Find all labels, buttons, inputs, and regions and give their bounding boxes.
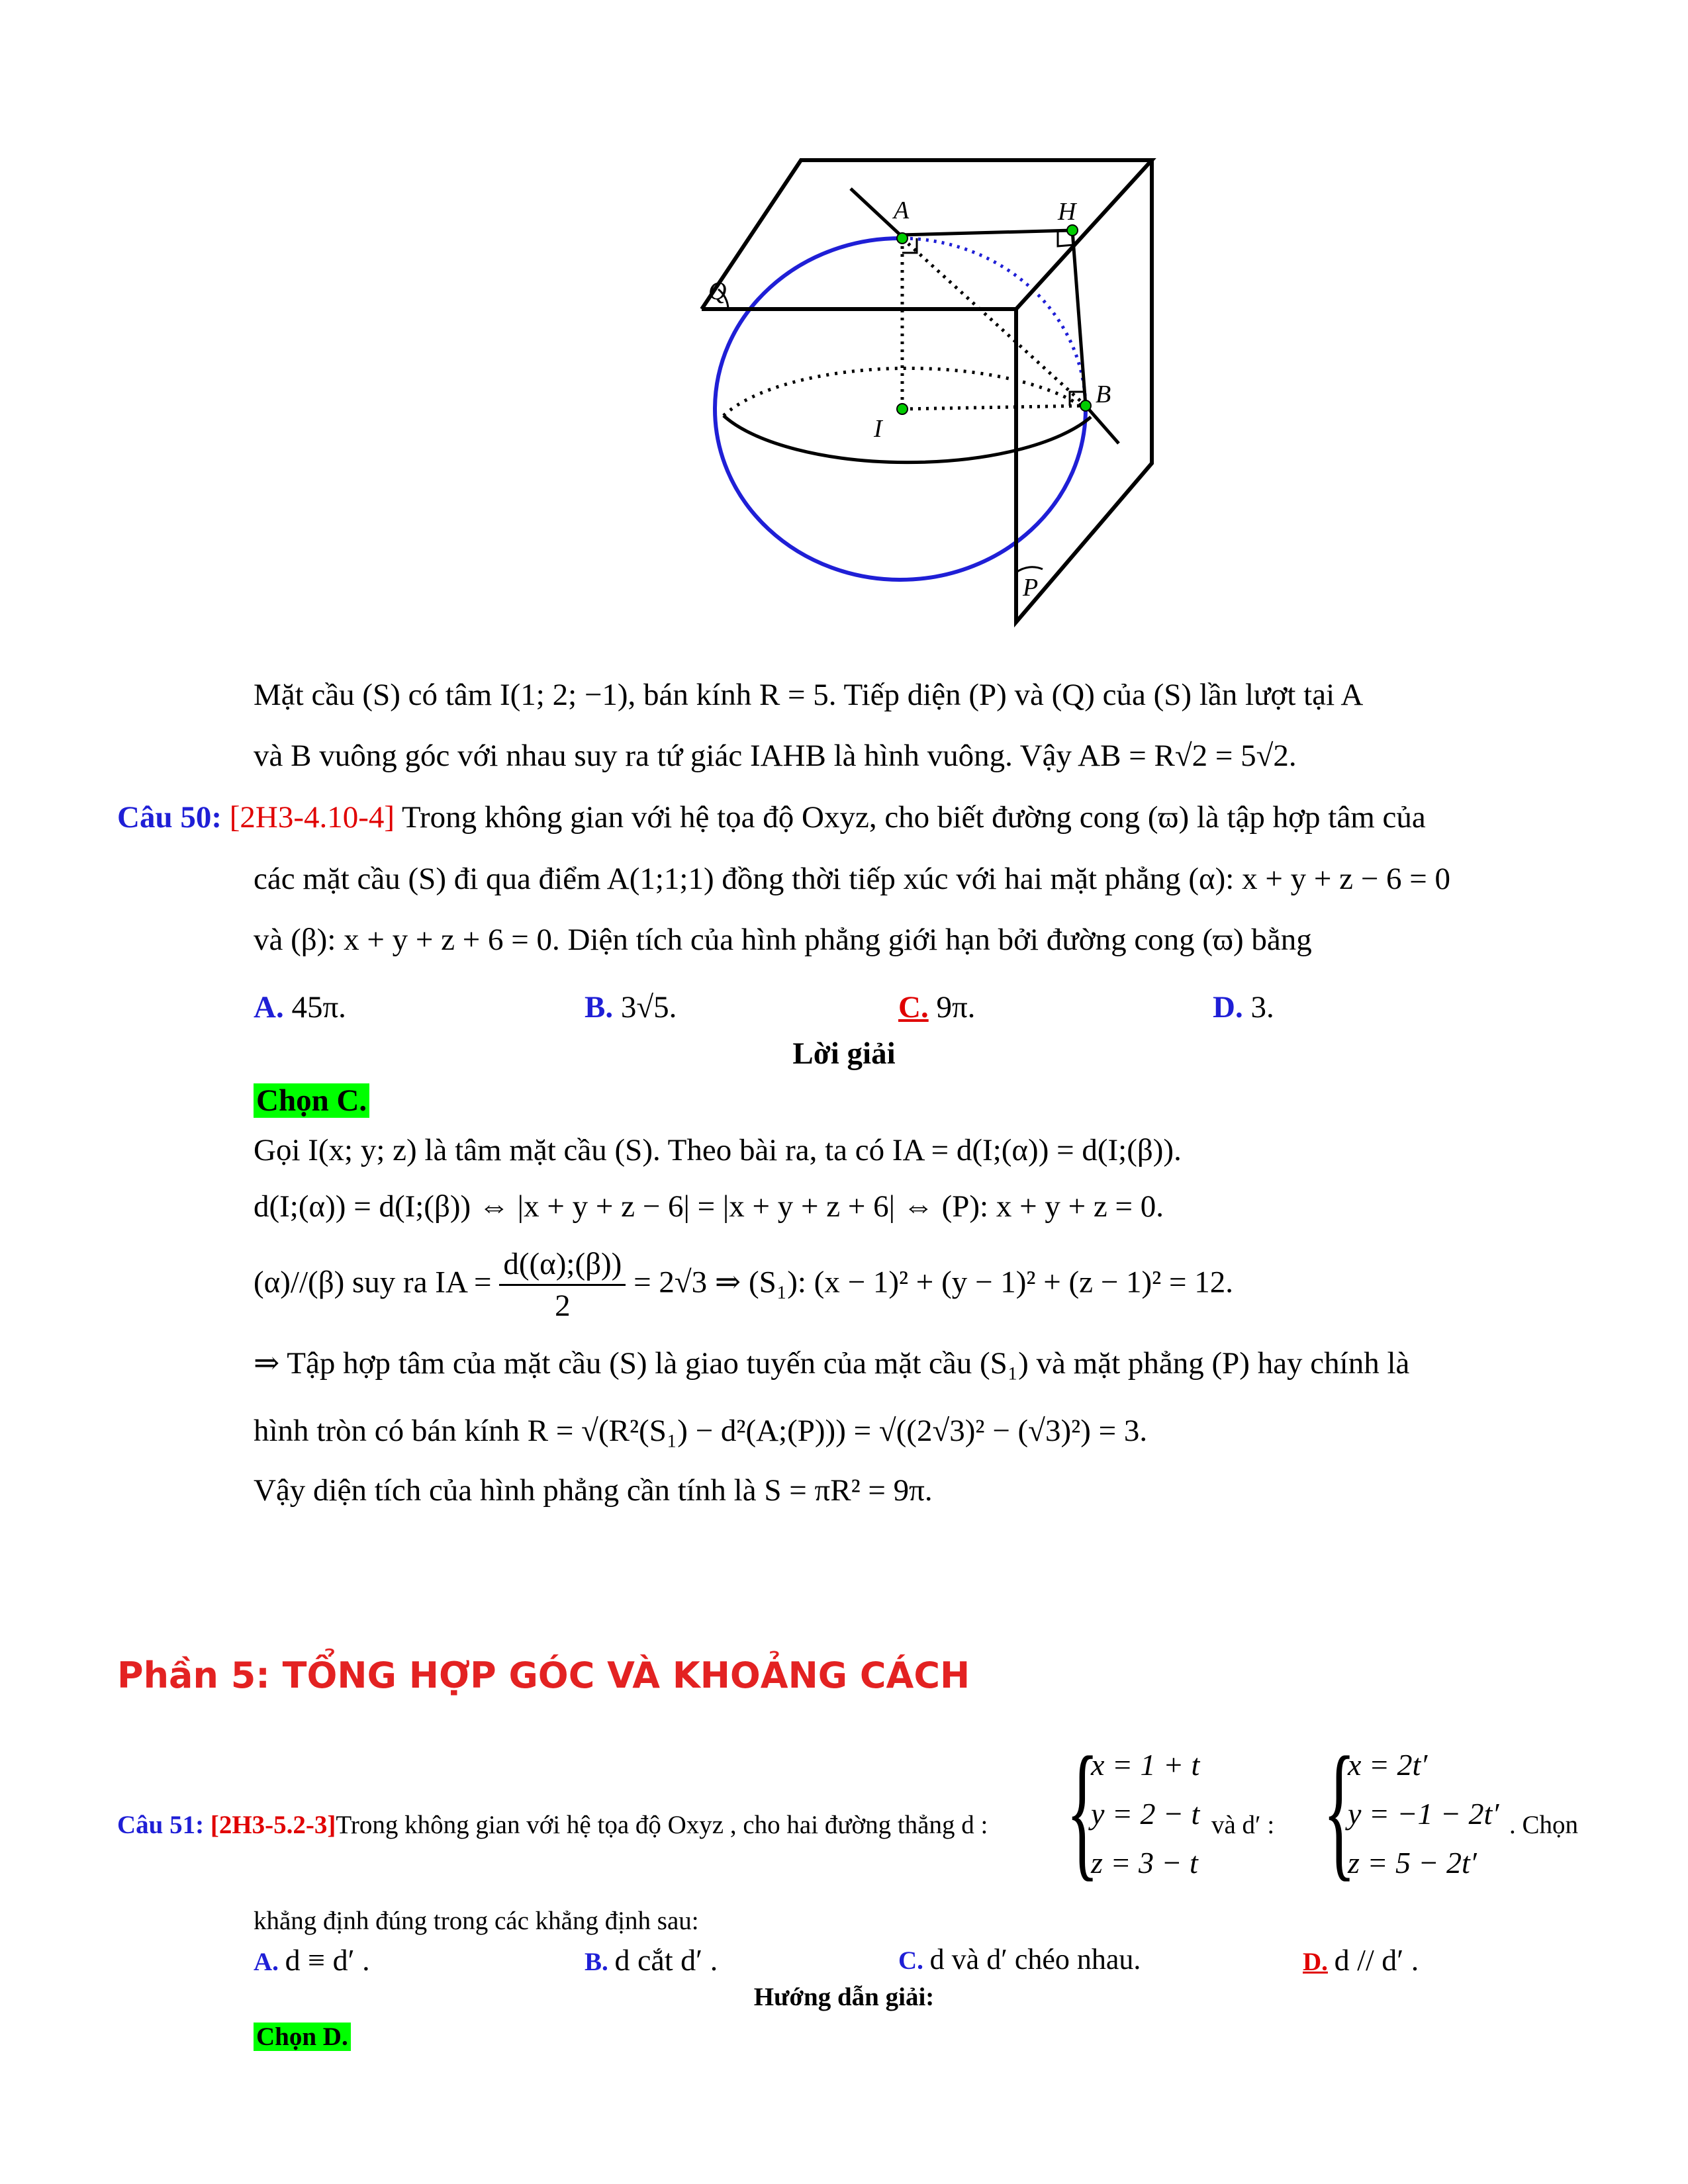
q50-line-3: và (β): x + y + z + 6 = 0. Diện tích của hình phẳng giới hạn bởi đường cong (ϖ) bằng <box>254 923 1312 957</box>
label-i: I <box>874 415 882 443</box>
intro-line-2: và B vuông góc với nhau suy ra tứ giác IAHB là hình vuông. Vậy AB = R√2 = 5√2. <box>254 739 1297 773</box>
system-d-prime: x = 2t′ y = −1 − 2t′ z = 5 − 2t′ <box>1348 1748 1499 1880</box>
q51-text: Trong không gian với hệ tọa độ Oxyz , cho hai đường thẳng d : <box>336 1811 988 1839</box>
equator-front <box>724 416 1091 463</box>
angle-p <box>1016 567 1043 572</box>
point-a <box>897 233 908 244</box>
q50-code: [2H3-4.10-4] <box>229 800 395 835</box>
q50-choice: Chọn C. <box>254 1083 369 1118</box>
q50-line-2: các mặt cầu (S) đi qua điểm A(1;1;1) đồng thời tiếp xúc với hai mặt phẳng (α): x + y + z − 6 = 0 <box>254 862 1450 896</box>
brace-d: { <box>1066 1725 1100 1894</box>
sol-fraction: $\frac{d((\alpha);(\beta))}{2}$ <box>499 1244 626 1326</box>
q51-line-2: khẳng định đúng trong các khẳng định sau: <box>254 1907 699 1935</box>
q51-option-b: B. d cắt d′ . <box>585 1943 718 1977</box>
q51-option-d: D. d // d′ . <box>1303 1943 1419 1977</box>
label-h: H <box>1058 198 1076 226</box>
sol-line-6: Vậy diện tích của hình phẳng cần tính là S = πR² = 9π. <box>254 1473 933 1508</box>
sol-line-3: (α)//(β) suy ra IA = $\frac{d((\alpha);(\beta))}{2}$ = 2√3 ⇒ (S₁): (x − 1)² + (y − 1)² + (z − 1)² = 12. <box>254 1244 1233 1326</box>
q51-line-1 <box>117 1810 988 1840</box>
point-h <box>1067 225 1078 236</box>
line-a <box>851 189 900 235</box>
line-ah <box>900 230 1072 235</box>
q51-option-a: A. d ≡ d′ . <box>254 1943 370 1977</box>
line-hb <box>1072 230 1086 406</box>
q50-label: Câu 50: <box>117 800 222 835</box>
section-title: Phần 5: TỔNG HỢP GÓC VÀ KHOẢNG CÁCH <box>117 1655 970 1696</box>
q50-option-d: D. 3. <box>1213 990 1274 1024</box>
q50-line-1 <box>117 797 1426 837</box>
seg-ib <box>902 406 1086 409</box>
q51-and: và d′ : <box>1211 1811 1275 1839</box>
intro-line-1: Mặt cầu (S) có tâm I(1; 2; −1), bán kính R = 5. Tiếp diện (P) và (Q) của (S) lần lượt tại A <box>254 678 1364 712</box>
point-b <box>1080 400 1091 411</box>
system-d: x = 1 + t y = 2 − t z = 3 − t <box>1091 1748 1200 1880</box>
sphere-tangent-planes-figure <box>688 152 1165 635</box>
label-q: Q <box>708 277 727 305</box>
sol-line-5: hình tròn có bán kính R = √(R²(S₁) − d²(A;(P))) = √((2√3)² − (√3)²) = 3. <box>254 1414 1148 1448</box>
q50-option-a: A. 45π. <box>254 990 346 1024</box>
line-b <box>1086 406 1119 443</box>
brace-d-prime: { <box>1323 1725 1356 1894</box>
q50-option-c: C. 9π. <box>898 990 976 1024</box>
sol-line-2: d(I;(α)) = d(I;(β)) ⇔ |x + y + z − 6| = |x + y + z + 6| ⇔ (P): x + y + z = 0. <box>254 1189 1164 1224</box>
q51-end: . Chọn <box>1509 1811 1579 1839</box>
sol-line-1: Gọi I(x; y; z) là tâm mặt cầu (S). Theo bài ra, ta có IA = d(I;(α)) = d(I;(β)). <box>254 1133 1182 1167</box>
q51-choice: Chọn D. <box>254 2022 351 2052</box>
q50-text-1: Trong không gian với hệ tọa độ Oxyz, cho biết đường cong (ϖ) là tập hợp tâm của <box>401 800 1426 835</box>
label-a: A <box>894 197 910 224</box>
q51-label: Câu 51: <box>117 1811 205 1839</box>
label-p: P <box>1023 574 1039 602</box>
point-i <box>897 404 908 414</box>
label-b: B <box>1096 381 1111 408</box>
sol-line-4: ⇒ Tập hợp tâm của mặt cầu (S) là giao tuyến của mặt cầu (S₁) và mặt phẳng (P) hay chính là <box>254 1346 1410 1381</box>
q51-code: [2H3-5.2-3] <box>210 1811 336 1839</box>
q50-option-b: B. 3√5. <box>585 990 677 1024</box>
guide-title: Hướng dẫn giải: <box>753 1983 935 2011</box>
solution-title: Lời giải <box>792 1036 896 1071</box>
q51-option-c: C. d và d′ chéo nhau. <box>898 1943 1141 1976</box>
